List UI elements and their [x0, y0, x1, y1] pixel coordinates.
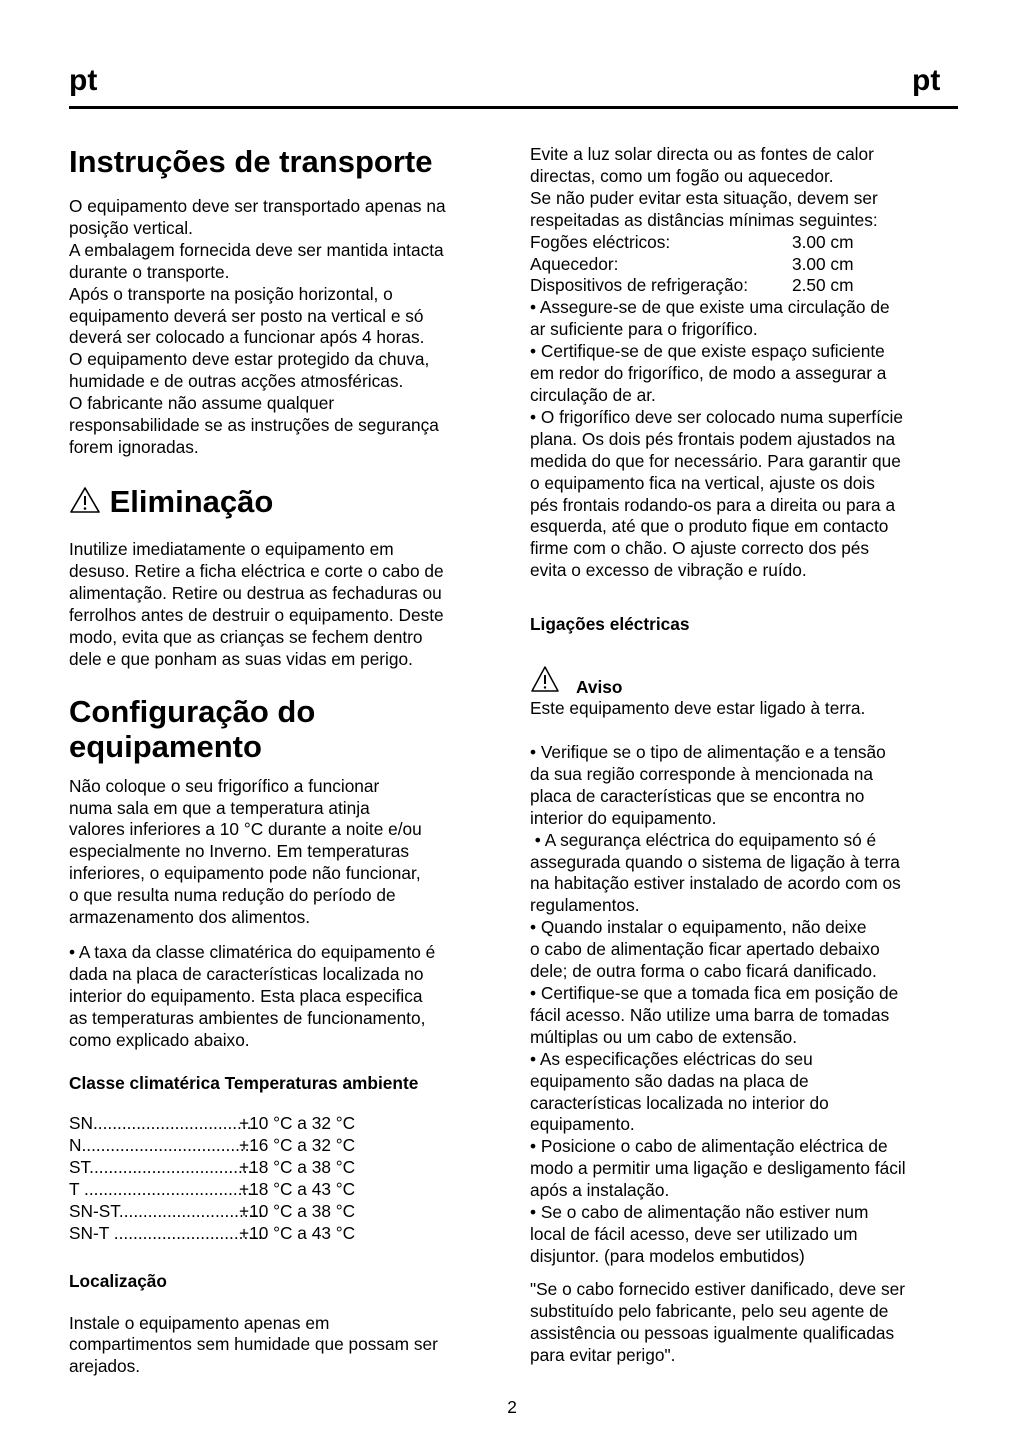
setup-paragraph: Não coloque o seu frigorífico a funcionar numa sala em que a temperatura atinja valores inferiores a 10 °C durante a noite e/ou especialmente no Inverno. Em temperaturas inferiores, o equipamento pode não funcionar, o que resulta numa redução do período de armazenamento dos alimentos.	[69, 775, 422, 928]
electrical-heading: Ligações eléctricas	[530, 614, 690, 635]
table-row: Fogões eléctricos: 3.00 cm	[530, 231, 854, 252]
page-number: 2	[507, 1397, 517, 1417]
location-text: Instale o equipamento apenas em compartimentos sem humidade que possam ser arejados.	[69, 1312, 438, 1377]
warning-label: Aviso	[576, 677, 623, 698]
table-row: Aquecedor: 3.00 cm	[530, 253, 854, 274]
setup-title: Configuração do equipamento	[69, 693, 316, 764]
warning-triangle-icon	[530, 665, 560, 698]
transport-title: Instruções de transporte	[69, 144, 433, 179]
disposal-title: Eliminação	[109, 483, 274, 519]
disposal-heading	[69, 484, 509, 522]
table-row: Dispositivos de refrigeração: 2.50 cm	[530, 275, 854, 296]
table-row: T ................................... +18 °C a 43 °C	[69, 1178, 356, 1199]
header-rule	[69, 106, 958, 109]
electrical-bullets: • Verifique se o tipo de alimentação e a tensão da sua região corresponde à mencionada na placa de características que se encontra no interior do equipamento. • A segurança eléctrica do equipamento só é assegurada quando o sistema de ligação à terra na habitação estiver instalado de acordo com os regulamentos. • Quando instalar o equipamento, não deixe o cabo de alimentação ficar apertado debaixo dele; de outra forma o cabo ficará danificado. • Certifique-se que a tomada fica em posição de fácil acesso. Não utilize uma barra de tomadas múltiplas ou um cabo de extensão. • As especificações eléctricas do seu equipamento são dadas na placa de características localizada no interior do equipamento. • Posicione o cabo de alimentação eléctrica de modo a permitir uma ligação e desligamento fácil após a instalação. • Se o cabo de alimentação não estiver num local de fácil acesso, deve ser utilizado um disjuntor. (para modelos embutidos)	[530, 742, 906, 1266]
table-row: SN.................................. +10 °C a 32 °C	[69, 1112, 356, 1133]
warning-triangle-icon	[69, 485, 101, 522]
cable-damage-note: "Se o cabo fornecido estiver danificado, deve ser substituído pelo fabricante, pelo seu agente de assistência ou pessoas igualmente qualificadas para evitar perigo".	[530, 1278, 906, 1365]
table-row: ST.................................. +18 °C a 38 °C	[69, 1156, 356, 1177]
distance-table	[530, 232, 970, 298]
disposal-text: Inutilize imediatamente o equipamento em desuso. Retire a ficha eléctrica e corte o cabo de alimentação. Retire ou destrua as fechaduras ou ferrolhos antes de destruir o equipamento. Deste modo, evita que as crianças se fechem dentro dele e que ponham as suas vidas em perigo.	[69, 539, 444, 669]
placement-bullets: • Assegure-se de que existe uma circulação de ar suficiente para o frigorífico. • Certifique-se de que existe espaço suficiente em redor do frigorífico, de modo a assegurar a circulação de ar. • O frigorífico deve ser colocado numa superfície plana. Os dois pés frontais podem ajustados na medida do que for necessário. Para garantir que o equipamento fica na vertical, ajuste os dois pés frontais rodando-os para a direita ou para a esquerda, até que o produto fique em contacto firme com o chão. O ajuste correcto dos pés evita o excesso de vibração e ruído.	[530, 297, 903, 581]
transport-text: O equipamento deve ser transportado apenas na posição vertical. A embalagem fornecida deve ser mantida intacta durante o transporte. Após o transporte na posição horizontal, o equipamento deverá ser posto na vertical e só deverá ser colocado a funcionar após 4 horas. O equipamento deve estar protegido da chuva, humidade e de outras acções atmosféricas. O fabricante não assume qualquer responsabilidade se as instruções de segurança forem ignoradas.	[69, 196, 446, 457]
left-column	[69, 144, 509, 1378]
right-column	[530, 144, 970, 1366]
table-row: N.................................... +16 °C a 32 °C	[69, 1134, 356, 1155]
climate-table	[69, 1112, 509, 1244]
climate-class-paragraph: • A taxa da classe climatérica do equipamento é dada na placa de características localizada no interior do equipamento. Esta placa especifica as temperaturas ambientes de funcionamento, como explicado abaixo.	[69, 941, 436, 1050]
language-code-right: pt	[912, 64, 941, 97]
language-code-left: pt	[69, 64, 98, 97]
location-heading: Localização	[69, 1270, 167, 1291]
table-row: SN-T ............................... +10 °C a 43 °C	[69, 1222, 356, 1243]
climate-table-heading: Classe climatérica Temperaturas ambiente	[69, 1072, 419, 1093]
warning-heading	[530, 665, 970, 698]
heat-source-text: Evite a luz solar directa ou as fontes de calor directas, como um fogão ou aquecedor. Se não puder evitar esta situação, devem ser respeitadas as distâncias mínimas seguintes:	[530, 144, 878, 230]
warning-text: Este equipamento deve estar ligado à terra.	[530, 698, 866, 719]
table-row: SN-ST.............................. +10 °C a 38 °C	[69, 1200, 356, 1221]
